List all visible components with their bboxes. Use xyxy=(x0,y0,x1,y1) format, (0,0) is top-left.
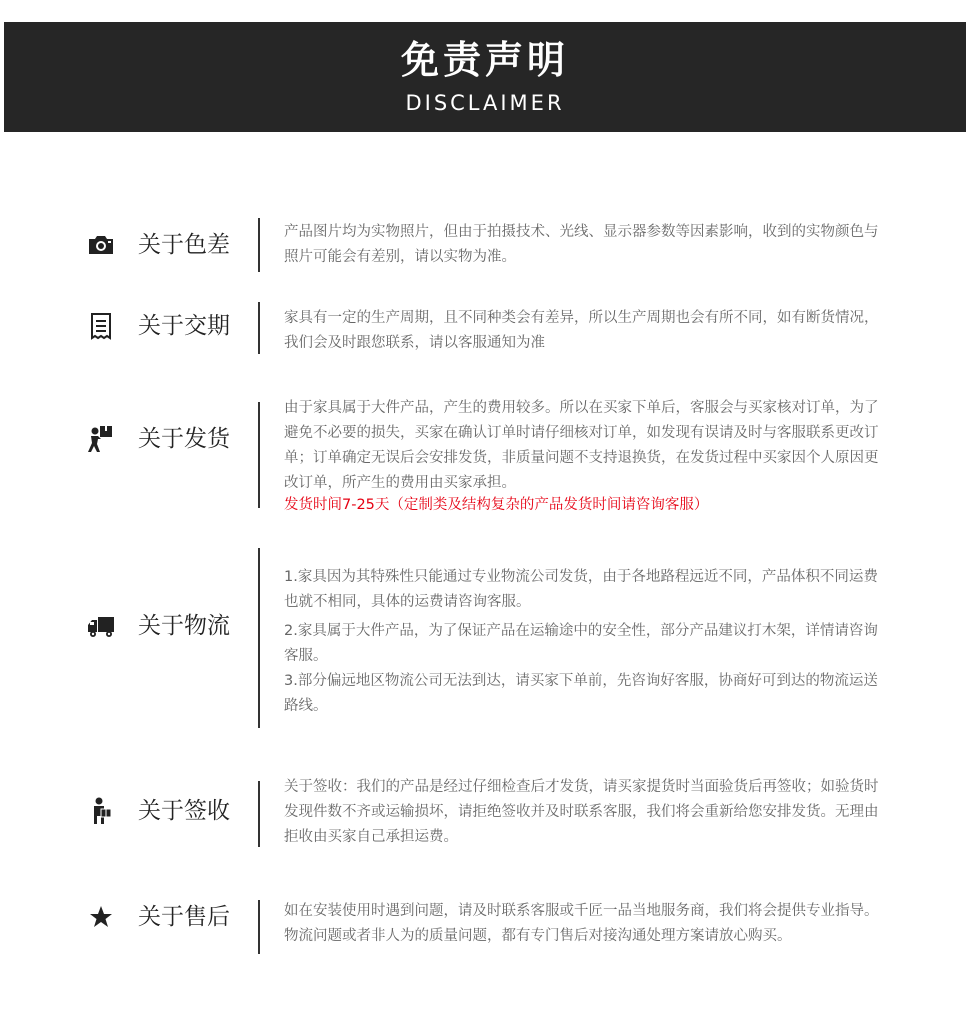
paragraph: 家具有一定的生产周期，且不同种类会有差异，所以生产周期也会有所不同，如有断货情况，我们会及时跟您联系，请以客服通知为准 xyxy=(284,310,879,351)
paragraph: 如在安装使用时遇到问题，请及时联系客服或千匠一品当地服务商，我们将会提供专业指导。物流问题或者非人为的质量问题，都有专门售后对接沟通处理方案请放心购买。 xyxy=(284,903,879,944)
section-title: 关于色差 xyxy=(138,232,230,258)
section-body xyxy=(284,899,884,949)
divider-line xyxy=(258,548,260,728)
section-title: 关于签收 xyxy=(138,798,230,824)
paragraph: 1.家具因为其特殊性只能通过专业物流公司发货，由于各地路程远近不同，产品体积不同运费也就不相同，具体的运费请咨询客服。 xyxy=(284,569,878,610)
section-body xyxy=(284,396,884,516)
paragraph: 3.部分偏远地区物流公司无法到达，请买家下单前，先咨询好客服，协商好可到达的物流运送路线。 xyxy=(284,673,878,714)
section-header xyxy=(86,796,246,826)
paragraph: 关于签收：我们的产品是经过仔细检查后才发货，请买家提货时当面验货后再签收；如验货时发现件数不齐或运输损坏，请拒绝签收并及时联系客服，我们将会重新给您安排发货。无理由拒收由买家自己承担运费。 xyxy=(284,779,879,845)
paragraph: 产品图片均为实物照片，但由于拍摄技术、光线、显示器参数等因素影响，收到的实物颜色与照片可能会有差别，请以实物为准。 xyxy=(284,224,879,265)
banner-title: 免责声明 xyxy=(400,38,569,82)
divider-line xyxy=(258,402,260,508)
section-header xyxy=(86,611,246,641)
section-body xyxy=(284,306,884,356)
courier-package-icon xyxy=(86,796,116,826)
divider-line xyxy=(258,900,260,954)
truck-icon xyxy=(86,611,116,641)
disclaimer-banner xyxy=(4,22,966,132)
divider-line xyxy=(258,218,260,272)
receipt-icon xyxy=(86,311,116,341)
shipping-time-note: 发货时间7-25天（定制类及结构复杂的产品发货时间请咨询客服） xyxy=(284,497,709,513)
section-title: 关于发货 xyxy=(138,426,230,452)
banner-subtitle: DISCLAIMER xyxy=(405,91,565,115)
section-body xyxy=(284,565,884,719)
divider-line xyxy=(258,781,260,847)
delivery-person-icon xyxy=(86,424,116,454)
section-body xyxy=(284,220,884,270)
paragraph: 2.家具属于大件产品，为了保证产品在运输途中的安全性，部分产品建议打木架，详情请咨询客服。 xyxy=(284,623,878,664)
camera-icon xyxy=(86,230,116,260)
section-header xyxy=(86,311,246,341)
section-header xyxy=(86,902,246,932)
star-icon xyxy=(86,902,116,932)
section-header xyxy=(86,424,246,454)
section-title: 关于交期 xyxy=(138,313,230,339)
section-title: 关于售后 xyxy=(138,904,230,930)
paragraph: 由于家具属于大件产品，产生的费用较多。所以在买家下单后，客服会与买家核对订单，为了避免不必要的损失，买家在确认订单时请仔细核对订单，如发现有误请及时与客服联系更改订单；订单确定无误后会安排发货，非质量问题不支持退换货，在发货过程中买家因个人原因更改订单，所产生的费用由买家承担。 xyxy=(284,400,879,491)
section-title: 关于物流 xyxy=(138,613,230,639)
section-header xyxy=(86,230,246,260)
section-body xyxy=(284,775,884,850)
divider-line xyxy=(258,302,260,354)
